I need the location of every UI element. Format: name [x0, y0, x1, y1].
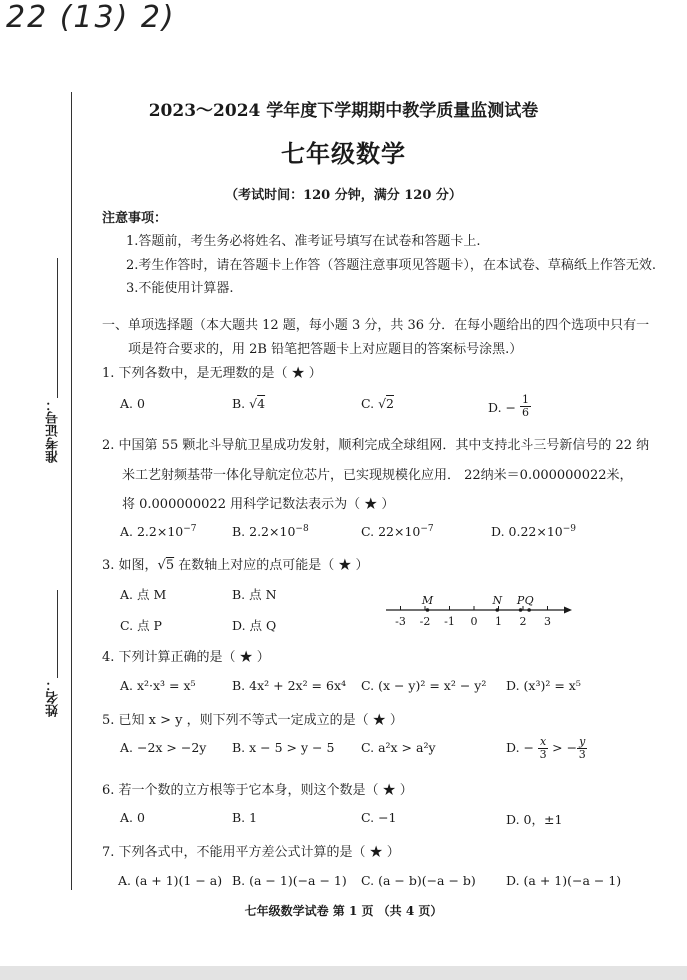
q1-option-d-prefix: D. − [488, 400, 516, 415]
q3-stem-prefix: 3. 如图， [102, 558, 158, 573]
note-item: 3.不能使用计算器. [126, 281, 234, 296]
q4-option-d: D. (x³)² = x⁵ [506, 678, 581, 693]
q3-option-c: C. 点 P [120, 618, 162, 633]
q1-option-a: A. 0 [120, 396, 145, 411]
q7-option-a: A. (a + 1)(1 − a) [118, 873, 223, 888]
number-line-tick-label: 1 [495, 615, 502, 628]
q6-option-b: B. 1 [232, 810, 258, 825]
number-line-tick-label: 2 [519, 615, 527, 628]
q5-option-d [506, 736, 587, 761]
q3-option-a: A. 点 M [120, 587, 167, 602]
question-2-stem: 2. 中国第 55 颗北斗导航卫星成功发射，顺利完成全球组网．其中支持北斗三号新信号的 22 纳 [102, 438, 650, 453]
q4-option-a: A. x²·x³ = x⁵ [120, 678, 196, 693]
q2-option-b [232, 524, 309, 539]
number-line-point-label: Q [524, 594, 534, 607]
q1-option-b [232, 396, 265, 411]
q1-option-c [361, 396, 394, 411]
question-5-stem: 5. 已知 x > y ，则下列不等式一定成立的是（ ★ ） [102, 713, 403, 728]
number-line-point-p [519, 608, 523, 612]
section-heading: 一、单项选择题（本大题共 12 题，每小题 3 分，共 36 分．在每小题给出的四个选项中只有一 [102, 318, 650, 333]
q6-option-c: C. −1 [361, 810, 397, 825]
q1-option-d [488, 393, 531, 421]
q2-option-c [361, 524, 434, 539]
exam-number-blank [57, 258, 58, 398]
question-6-stem: 6. 若一个数的立方根等于它本身，则这个数是（ ★ ） [102, 783, 413, 798]
q5-option-a: A. −2x > −2y [120, 740, 207, 755]
page-footer: 七年级数学试卷 第 1 页 （共 4 页） [244, 904, 443, 918]
name-label: 姓名： [46, 678, 61, 717]
q2-option-a [120, 524, 197, 539]
q3-option-d: D. 点 Q [232, 618, 277, 633]
q2-option-c-exponent: −7 [420, 524, 434, 534]
q2-option-d-base: D. 0.22×10 [491, 524, 563, 540]
arrow-right-icon [564, 607, 572, 614]
number-line-tick-label: 0 [470, 615, 478, 628]
fraction-denominator: 6 [521, 406, 529, 419]
question-3-stem [102, 554, 369, 573]
q7-option-d: D. (a + 1)(−a − 1) [506, 873, 622, 888]
q5-option-d-relation: > − [548, 740, 578, 755]
note-item: 1.答题前，考生务必将姓名、准考证号填写在试卷和答题卡上. [126, 234, 481, 249]
number-line-tick-label: -2 [419, 615, 431, 628]
exam-info: （考试时间：120 分钟，满分 120 分） [225, 188, 462, 203]
q3-stem-suffix: 在数轴上对应的点可能是（ ★ ） [174, 558, 369, 573]
q6-option-a: A. 0 [120, 810, 145, 825]
number-line-point-n [495, 608, 499, 612]
question-1-stem: 1. 下列各数中，是无理数的是（ ★ ） [102, 366, 322, 381]
q1-option-b-radicand: 4 [257, 396, 266, 411]
q2-option-c-base: C. 22×10 [361, 524, 421, 540]
binding-line [71, 92, 72, 890]
q5-option-c: C. a²x > a²y [361, 740, 436, 755]
question-2-stem-line3: 将 0.000000022 用科学记数法表示为（ ★ ） [122, 497, 395, 512]
fraction [538, 736, 548, 761]
question-4-stem: 4. 下列计算正确的是（ ★ ） [102, 650, 270, 665]
number-line-point-q [527, 608, 531, 612]
sqrt-icon: √ [378, 396, 387, 411]
q2-option-d [491, 524, 576, 539]
q1-option-b-prefix: B. [232, 396, 250, 411]
fraction-denominator: 3 [539, 748, 547, 761]
note-item: 2.考生作答时，请在答题卡上作答（答题注意事项见答题卡），在本试卷、草稿纸上作答无效. [126, 258, 657, 273]
q2-option-a-exponent: −7 [183, 524, 197, 534]
name-blank [57, 590, 58, 678]
number-line [386, 592, 576, 632]
fraction-numerator: y [579, 735, 586, 748]
q3-stem-radicand: 5 [165, 558, 175, 573]
q5-option-d-prefix: D. − [506, 740, 534, 755]
sqrt-icon: √ [249, 396, 258, 411]
q2-option-d-exponent: −9 [562, 524, 577, 534]
fraction [577, 736, 587, 761]
number-line-tick-label: -3 [395, 615, 406, 628]
section-instruction: 项是符合要求的，用 2B 铅笔把答题卡上对应题目的答案标号涂黑.） [128, 342, 523, 357]
viewer-bottom-bar [0, 966, 687, 980]
q2-option-b-base: B. 2.2×10 [232, 524, 296, 540]
q4-option-c: C. (x − y)² = x² − y² [361, 678, 487, 693]
q4-option-b: B. 4x² + 2x² = 6x⁴ [232, 678, 347, 693]
handwritten-note: 22 (13) 2) [6, 0, 176, 35]
question-2-stem-line2: 米工艺射频基带一体化导航定位芯片，已实现规模化应用． 22纳米＝0.000000022米， [122, 468, 633, 483]
exam-title: 2023～2024 学年度下学期期中教学质量监测试卷 [148, 101, 539, 121]
number-line-point-label: M [421, 594, 434, 607]
fraction-numerator: 1 [521, 393, 529, 406]
q3-option-b: B. 点 N [232, 587, 277, 602]
notes-heading: 注意事项： [102, 211, 168, 226]
q7-option-c: C. (a − b)(−a − b) [361, 873, 476, 888]
q7-option-b: B. (a − 1)(−a − 1) [232, 873, 347, 888]
number-line-tick-label: 3 [544, 615, 551, 628]
q2-option-a-base: A. 2.2×10 [120, 524, 184, 540]
number-line-point-label: P [516, 594, 525, 607]
sqrt-icon: √ [157, 558, 166, 573]
fraction [520, 394, 531, 419]
number-line-tick-label: -1 [444, 615, 455, 628]
fraction-numerator: x [539, 735, 547, 748]
question-7-stem: 7. 下列各式中，不能用平方差公式计算的是（ ★ ） [102, 845, 400, 860]
q6-option-d: D. 0，±1 [506, 812, 563, 827]
q1-option-c-prefix: C. [361, 396, 379, 411]
subject-title: 七年级数学 [281, 139, 406, 168]
number-line-point-label: N [492, 594, 503, 607]
q5-option-b: B. x − 5 > y − 5 [232, 740, 335, 755]
number-line-point-m [426, 608, 430, 612]
q1-option-c-radicand: 2 [386, 396, 394, 411]
exam-number-label: 准考证号： [46, 398, 61, 463]
fraction-denominator: 3 [578, 748, 586, 761]
q2-option-b-exponent: −8 [295, 524, 309, 534]
